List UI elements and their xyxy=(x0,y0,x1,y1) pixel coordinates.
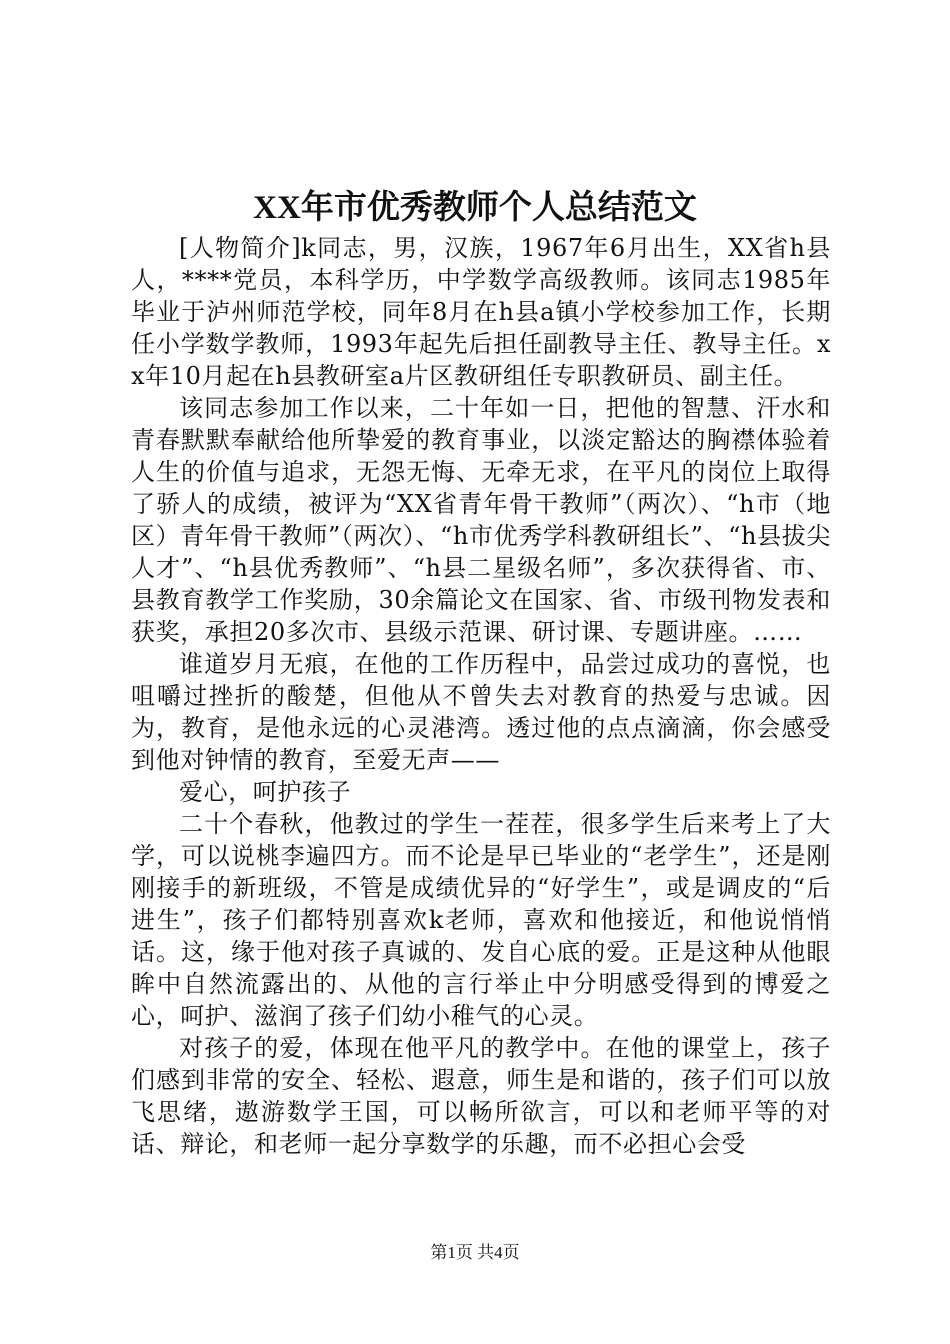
paragraph-journey: 谁道岁月无痕，在他的工作历程中，品尝过成功的喜悦，也咀嚼过挫折的酸楚，但他从不曾失去对教育的热爱与忠诚。因为，教育，是他永远的心灵港湾。透过他的点点滴滴，你会感受到他对钟情的教育，至爱无声—— xyxy=(131,650,831,774)
document-body xyxy=(131,232,831,1160)
section-heading-love: 爱心，呵护孩子 xyxy=(179,778,352,806)
page-number-footer: 第1页 共4页 xyxy=(430,1243,520,1262)
document-title: XX年市优秀教师个人总结范文 xyxy=(253,190,697,226)
paragraph-classroom: 对孩子的爱，体现在他平凡的教学中。在他的课堂上，孩子们感到非常的安全、轻松、遐意，师生是和谐的，孩子们可以放飞思绪，遨游数学王国，可以畅所欲言，可以和老师平等的对话、辩论，和老师一起分享数学的乐趣，而不必担心会受 xyxy=(131,1034,831,1158)
paragraph-students: 二十个春秋，他教过的学生一茬茬，很多学生后来考上了大学，可以说桃李遍四方。而不论是早已毕业的“老学生”，还是刚刚接手的新班级，不管是成绩优异的“好学生”，或是调皮的“后进生”，孩子们都特别喜欢k老师，喜欢和他接近，和他说悄悄话。这，缘于他对孩子真诚的、发自心底的爱。正是这种从他眼眸中自然流露出的、从他的言行举止中分明感受得到的博爱之心，呵护、滋润了孩子们幼小稚气的心灵。 xyxy=(131,810,831,1030)
paragraph-achievements: 该同志参加工作以来，二十年如一日，把他的智慧、汗水和青春默默奉献给他所挚爱的教育事业，以淡定豁达的胸襟体验着人生的价值与追求，无怨无悔、无牵无求，在平凡的岗位上取得了骄人的成绩，被评为“XX省青年骨干教师”（两次）、“h市（地区）青年骨干教师”（两次）、“h市优秀学科教研组长”、“h县拔尖人才”、“h县优秀教师”、“h县二星级名师”，多次获得省、市、县教育教学工作奖励，30余篇论文在国家、省、市级刊物发表和获奖，承担20多次市、县级示范课、研讨课、专题讲座。…… xyxy=(131,394,831,646)
paragraph-profile: [人物简介]k同志，男，汉族，1967年6月出生，XX省h县人，****党员，本科学历，中学数学高级教师。该同志1985年毕业于泸州师范学校，同年8月在h县a镇小学校参加工作，长期任小学数学教师，1993年起先后担任副教导主任、教导主任。xx年10月起在h县教研室a片区教研组任专职教研员、副主任。 xyxy=(131,234,831,390)
